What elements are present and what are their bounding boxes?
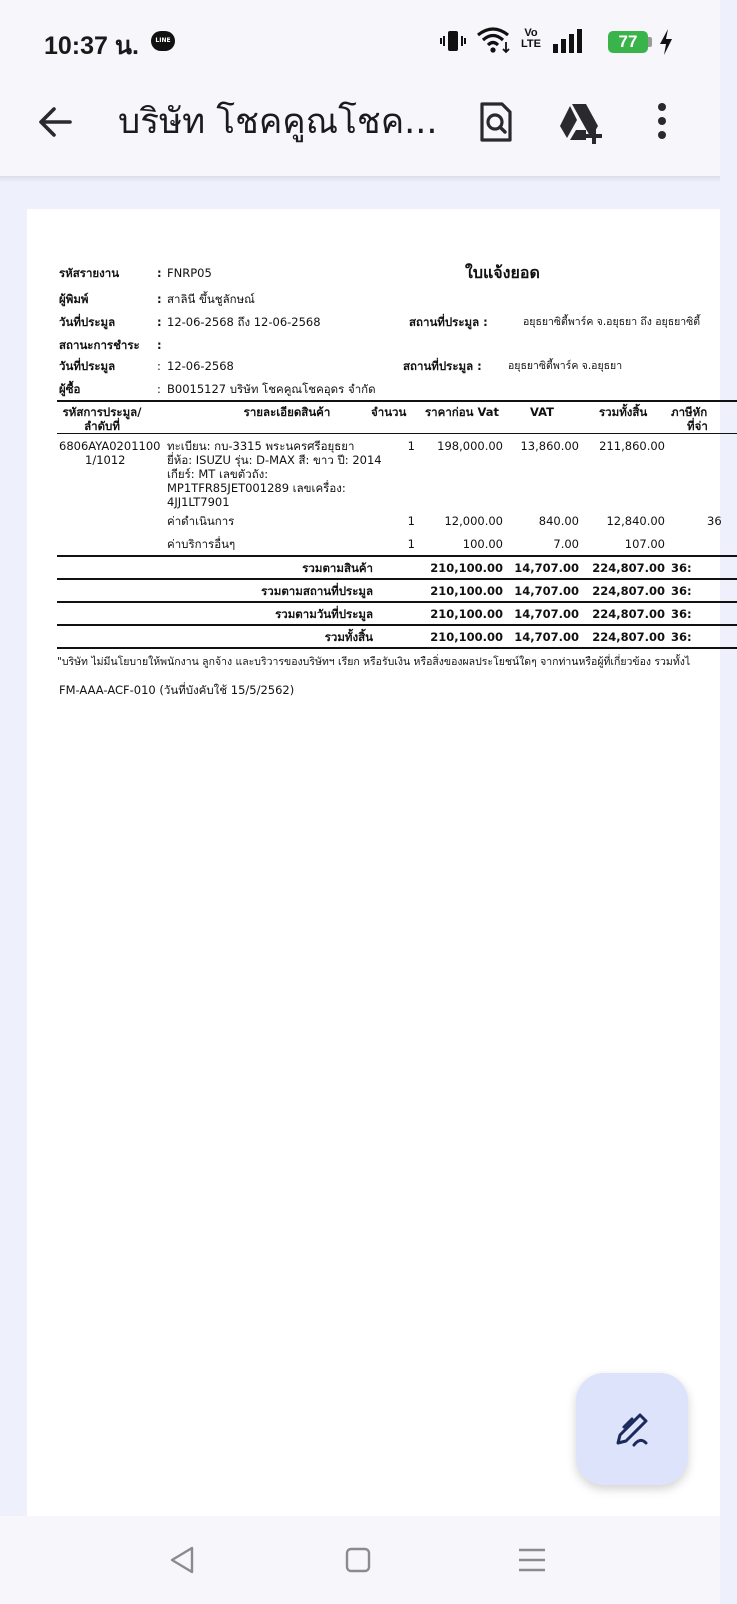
subtotal-vat: 14,707.00 — [514, 607, 579, 621]
subtotal-rule — [57, 578, 737, 580]
subtotal-vat: 14,707.00 — [514, 584, 579, 598]
add-to-drive-icon[interactable] — [556, 98, 604, 146]
item-code: 6806AYA0201100 — [59, 439, 161, 453]
info-value: สาลินี ขึ้นชูลักษณ์ — [167, 292, 255, 306]
info-sep: : — [157, 382, 161, 396]
location-range-value: อยุธยาซิตี้พาร์ค จ.อยุธยา ถึง อยุธยาซิตี้ — [523, 316, 701, 328]
table-bottom-rule — [57, 647, 737, 649]
col-total: รวมทั้งสิ้น — [599, 405, 648, 419]
item-seq: 1/1012 — [85, 453, 126, 467]
info-value: 12-06-2568 — [167, 359, 234, 373]
fee-qty: 1 — [407, 537, 415, 551]
col-wht: ภาษีหัก — [671, 405, 708, 419]
notice-text: "บริษัท ไม่มีนโยบายให้พนักงาน ลูกจ้าง และบริวารของบริษัทฯ เรียก หรือรับเงิน หรือสิ่งของผลประโยชน์ใดๆ จากท่านหรือผู้ที่เกี่ยวข้อง รวมทั้งไ — [57, 656, 691, 668]
nav-recents-icon[interactable] — [512, 1540, 552, 1580]
arrow-left-icon[interactable] — [34, 100, 78, 144]
fee-wht: 36 — [707, 514, 722, 528]
edit-fab-button[interactable] — [576, 1373, 688, 1485]
report-heading: ใบแจ้งยอด — [465, 263, 540, 282]
volte-icon: Vo LTE — [521, 27, 541, 50]
nav-back-icon[interactable] — [164, 1540, 204, 1580]
subtotal-total: 224,807.00 — [592, 607, 665, 621]
col-wht-2: ที่จ่า — [687, 419, 708, 433]
nav-home-icon[interactable] — [338, 1540, 378, 1580]
subtotal-pre-vat: 210,100.00 — [430, 584, 503, 598]
subtotal-total: 224,807.00 — [592, 561, 665, 575]
wifi-icon — [476, 26, 512, 54]
fee-total: 12,840.00 — [606, 514, 665, 528]
info-value: B0015127 บริษัท โชคคูณโชคอุดร จำกัด — [167, 382, 376, 396]
col-code-seq: ลำดับที่ — [84, 419, 120, 433]
header-rule — [57, 433, 737, 434]
grand-total-pre-vat: 210,100.00 — [430, 630, 503, 644]
col-vat: VAT — [530, 405, 554, 419]
line-notification-icon: LINE — [151, 31, 175, 51]
more-vert-icon[interactable] — [638, 98, 686, 146]
fee-vat: 840.00 — [538, 514, 579, 528]
col-qty: จำนวน — [371, 405, 407, 419]
vibrate-icon — [440, 28, 466, 54]
status-bar — [0, 0, 720, 80]
col-code: รหัสการประมูล/ — [62, 405, 142, 419]
form-code: FM-AAA-ACF-010 (วันที่บังคับใช้ 15/5/2562) — [59, 683, 295, 697]
battery-cap — [648, 37, 652, 47]
info-label: รหัสรายงาน — [59, 266, 120, 280]
signal-icon — [552, 28, 584, 54]
col-detail: รายละเอียดสินค้า — [243, 405, 331, 419]
item-detail-line: ยี่ห้อ: ISUZU รุ่น: D-MAX สี: ขาว ปี: 2014 — [167, 453, 382, 467]
subtotal-label: รวมตามสถานที่ประมูล — [261, 584, 373, 598]
fee-name: ค่าดำเนินการ — [167, 514, 235, 528]
col-pre-vat: ราคาก่อน Vat — [425, 405, 500, 419]
subtotal-vat: 14,707.00 — [514, 561, 579, 575]
fee-pre-vat: 12,000.00 — [444, 514, 503, 528]
info-sep: : — [157, 338, 162, 352]
item-vat: 13,860.00 — [520, 439, 579, 453]
fee-vat: 7.00 — [553, 537, 579, 551]
info-sep: : — [157, 292, 162, 306]
fee-name: ค่าบริการอื่นๆ — [167, 537, 236, 551]
subtotal-wht: 36: — [671, 607, 692, 621]
location-value: อยุธยาซิตี้พาร์ค จ.อยุธยา — [508, 360, 623, 372]
subtotal-rule — [57, 624, 737, 626]
subtotal-pre-vat: 210,100.00 — [430, 561, 503, 575]
fee-pre-vat: 100.00 — [462, 537, 503, 551]
info-label: ผู้ซื้อ — [59, 382, 81, 396]
subtotal-wht: 36: — [671, 561, 692, 575]
item-total: 211,860.00 — [599, 439, 665, 453]
subtotal-label: รวมตามสินค้า — [302, 561, 373, 575]
subtotal-wht: 36: — [671, 584, 692, 598]
info-sep: : — [157, 266, 162, 280]
clock: 10:37 น. — [44, 32, 139, 60]
item-detail-line: MP1TFR85JET001289 เลขเครื่อง: — [167, 481, 346, 495]
item-detail-line: เกียร์: MT เลขตัวถัง: — [167, 467, 269, 481]
grand-total-vat: 14,707.00 — [514, 630, 579, 644]
subtotal-total: 224,807.00 — [592, 584, 665, 598]
location-label: สถานที่ประมูล : — [403, 359, 482, 373]
pen-edit-icon — [610, 1407, 654, 1451]
info-value: FNRP05 — [167, 266, 212, 280]
info-label: วันที่ประมูล — [59, 359, 116, 373]
fee-total: 107.00 — [624, 537, 665, 551]
item-detail-line: ทะเบียน: กบ-3315 พระนครศรีอยุธยา — [167, 439, 355, 453]
location-range-label: สถานที่ประมูล : — [409, 315, 488, 329]
subtotal-pre-vat: 210,100.00 — [430, 607, 503, 621]
grand-total-wht: 36: — [671, 630, 692, 644]
subtotal-rule — [57, 601, 737, 603]
info-sep: : — [157, 359, 161, 373]
info-sep: : — [157, 315, 162, 329]
item-pre-vat: 198,000.00 — [437, 439, 503, 453]
info-label: วันที่ประมูล — [59, 315, 116, 329]
charging-icon — [658, 28, 674, 56]
info-label: สถานะการชำระ — [59, 338, 140, 352]
subtotal-label: รวมตามวันที่ประมูล — [275, 607, 373, 621]
document-page — [27, 209, 720, 1516]
grand-total-label: รวมทั้งสิ้น — [324, 630, 373, 644]
subtotal-rule — [57, 555, 737, 557]
fee-qty: 1 — [407, 514, 415, 528]
item-qty: 1 — [407, 439, 415, 453]
item-detail-line: 4JJ1LT7901 — [167, 495, 230, 509]
search-document-icon[interactable] — [472, 98, 520, 146]
battery-icon: 77 — [608, 31, 648, 53]
grand-total-total: 224,807.00 — [592, 630, 665, 644]
info-value: 12-06-2568 ถึง 12-06-2568 — [167, 315, 321, 329]
app-bar-shadow — [0, 176, 720, 182]
page-title: บริษัท โชคคูณโชค... — [118, 102, 438, 142]
info-label: ผู้พิมพ์ — [59, 292, 89, 306]
table-top-rule — [57, 400, 737, 402]
